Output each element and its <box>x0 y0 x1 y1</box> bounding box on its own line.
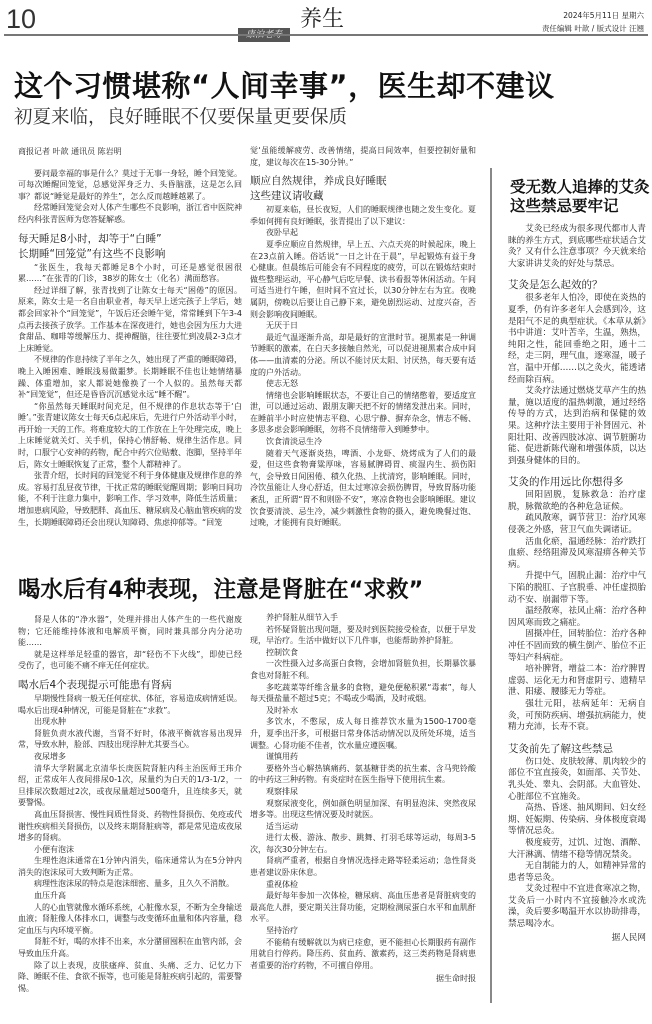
paragraph: 要格外当心解热镇痛药、氨基糖苷类的抗生素、含马兜铃酸的中药这三种药物。有炎症时在医生指导下使用抗生素。 <box>250 763 476 785</box>
subheading: 及时补水 <box>266 705 298 715</box>
subheading: 控制饮食 <box>266 647 298 657</box>
paragraph: 一次性摄入过多高蛋白食物，会增加肾脏负担，长期暴饮暴食也对肾脏不利。 <box>250 659 476 680</box>
paragraph: 艾灸已经成为很多现代都市人青睐的养生方式，到底哪些症状适合艾灸？又有什么注意事项？今天就来给大家讲讲艾灸的好处与禁忌。 <box>508 224 646 269</box>
sidebar-headline <box>510 178 650 216</box>
paragraph: 培补脾肾，增益二本：治疗脾胃虚弱、运化无力和肾虚阴亏、遗精早泄、阳痿、腰膝无力等症。 <box>508 664 646 698</box>
subheading: 适当运动 <box>266 821 298 831</box>
paragraph: 最近气温逐渐升高，却是最好的宣泄时节。褪黑素是一种调节睡眠的激素，在白天多接触自然光，可以促进褪黑素合成中间体——血清素的分泌。所以不能讨厌太阳、讨厌热，每天要有适度的户外活动。 <box>250 332 476 377</box>
paragraph: 就是这样举足轻重的器官，却“轻伤不下火线”，即使已经受伤了，也可能不痛不痒无任何症状。 <box>18 649 242 671</box>
sidebar-headline-line2: 这些禁忌要牢记 <box>510 197 619 215</box>
paragraph: 若怀疑肾脏出现问题，要及时到医院接受检查，以便于早发现，早治疗。生活中做好以下几件事，也能帮助养护肾脏。 <box>250 624 476 646</box>
sidebar-headline-line1: 受无数人追捧的艾灸 <box>510 178 650 196</box>
section-heading: 艾灸是怎么起效的？ <box>508 279 603 292</box>
subheading: 重视体检 <box>266 879 298 889</box>
editor-credits: 责任编辑 叶歆 / 版式设计 汪翘 <box>541 24 644 33</box>
section-title: 养生 <box>300 7 345 32</box>
paragraph: 早期慢性肾病一般无任何症状、体征，容易造成病情延误。喝水后出现4种情况，可能是肾脏在“求救”。 <box>18 693 242 715</box>
section-heading: 这些建议请收藏 <box>250 190 324 203</box>
paragraph: 清华大学附属北京清华长庚医院肾脏内科主治医师王玮介绍，正常成年人夜间排尿0-1次，尿量约为白天的1/3-1/2，一旦排尿次数超过2次，或夜尿量超过500毫升，且连续多天，就要警惕。 <box>18 763 242 808</box>
subheading: 夜尿增多 <box>34 751 66 761</box>
paragraph: 不能稍有缓解就以为病已痊愈，更不能担心长期服药有副作用就自行停药。降压药、贫血药、激素药，这三类药物是肾病患者重要的治疗药物，不可擅自停用。 <box>250 937 476 970</box>
paragraph: 初夏来临，昼长夜短，人们的睡眠规律也随之发生变化。夏季如何拥有良好睡眠，张青提出了以下建议： <box>250 205 476 226</box>
paragraph: 活血化瘀，温通经脉：治疗跌打血瘀、经络阻滞及风寒湿痹各种关节病。 <box>508 536 646 570</box>
subheading: 小便有泡沫 <box>34 844 74 854</box>
paragraph: 生理性泡沫通常在1分钟内消失，临床通常认为在5分钟内消失的泡沫尿可大致判断为正常。 <box>18 856 242 877</box>
article1-subheadline: 初夏来临，良好睡眠不仅要保量更要保质 <box>14 107 348 128</box>
subheading: 出现水肿 <box>34 717 66 727</box>
subheading: 使志无怒 <box>266 379 298 389</box>
paragraph: “张医生，我每天都睡足8个小时，可还是感觉很困很累……”在张青的门诊，38岁的陈女士（化名）满面愁容。 <box>18 262 242 284</box>
subheading: 观察排尿 <box>266 786 298 796</box>
article1-column-1 <box>18 146 242 528</box>
paragraph: 进行太极、游泳、散步、跳舞、打羽毛球等运动，每周3-5次，每次30分钟左右。 <box>250 833 476 854</box>
article1-headline: 这个习惯堪称“人间幸事”，医生却不建议 <box>14 69 555 103</box>
article1-byline: 商报记者 叶歆 通讯员 陈岩明 <box>18 147 122 156</box>
paragraph: 多吃蔬菜等纤维含量多的食物，避免便秘积累“毒素”，每人每天摄盐量不超过5克；不喝或少喝酒，及时戒烟。 <box>250 682 476 704</box>
paragraph: 艾灸疗法通过燃烧艾草产生的热量，施以适度的温热刺激，通过经络传导的方式，达到治病和保健的效果。这种疗法主要用于补肾固元、补阳壮阳、改善四肢冰凉、调节脏腑功能、促进新陈代谢和增强体质，以达到强身健体的目的。 <box>508 386 646 466</box>
article2-column-1 <box>18 614 242 994</box>
paragraph: 要问最幸福的事是什么？莫过于无事一身轻，睡个回笼觉。可每次睡醒回笼觉，总感觉浑身乏力、头昏脑涨，这是怎么回事？都说“睡觉是最好的养生”，怎么反而越睡越累了。 <box>18 168 242 201</box>
article1-column-2 <box>250 145 476 529</box>
paragraph: 肾是人体的“净水器”，处理并排出人体产生的一些代谢废物；它还能维持体液和电解质平衡，同时兼具部分内分泌功能…… <box>18 615 242 648</box>
paragraph: 很多老年人怕冷，即使在炎热的夏季，仍有许多老年人会感到冷，这是阳气不足的典型症状。《本草从新》书中讲道：艾叶苦辛，生温，熟热，纯阳之性，能回垂绝之阳，通十二经，走三阴，理气血，逐寒湿，暖子宫，温中开郁……以之灸火，能透诸经而除百病。 <box>508 293 646 385</box>
paragraph: 疏风散寒，调节营卫：治疗风寒侵袭之外感，营卫气血失调诸证。 <box>508 513 646 536</box>
paragraph: 伤口处、皮肤较薄、肌肉较少的部位不宜直接灸，如面部、关节处、乳头处、睾丸、会阴部。大血管处、心脏部位不宜施灸。 <box>508 756 646 802</box>
paragraph: “你虽然每天睡眠时间充足，但不规律的作息状态等于‘白睡’。”张青建议陈女士每天6点起床后，先进行户外活动半小时，再开始一天的工作。将难度较大的工作放在上午处理完成，晚上上床睡觉就关灯、关手机，保持心情舒畅、规律生活作息。同时，口服宁心安神的药物，配合中药穴位贴敷、泡脚，坚持半年后，陈女士睡眠恢复了正常，整个人都精神了。 <box>18 401 242 469</box>
paragraph: 情绪也会影响睡眠状态，不要让自己的情绪憋着，要适度宣泄，可以通过运动、跟朋友聊天把不好的情绪发泄出来。同时，在睡前半小时应使情志平稳、心思宁静、摒弃杂念，情志不畅、多思多虑会影响睡眠，勿将不良情绪带入到睡梦中。 <box>250 390 476 435</box>
masthead-divider <box>4 34 648 36</box>
paragraph: 肾脏负责水液代谢，当肾不好时，体液平衡就容易出现异常，导致水肿，脸部、四肢出现浮肿尤其要当心。 <box>18 728 242 750</box>
section-heading: 每天睡足8小时，却等于“白睡” <box>18 232 162 245</box>
section-heading: 长期睡“回笼觉”有这些不良影响 <box>18 247 166 260</box>
subheading: 血压升高 <box>34 891 66 901</box>
paragraph: 经常睡回笼觉会对人体产生哪些不良影响，浙江省中医院神经内科张青医师为您答疑解惑。 <box>18 203 242 224</box>
paragraph: 固摄冲任，回转胎位：治疗各种冲任不固而致的横生倒产、胎位不正等妇产科病症。 <box>508 629 646 663</box>
section-heading: 喝水后4个表现提示可能患有肾病 <box>18 678 172 691</box>
source-credit: 据人民网 <box>611 932 646 943</box>
sidebar-article-body <box>508 224 646 944</box>
section-heading: 艾灸前先了解这些禁忌 <box>508 742 613 755</box>
paragraph: 不规律的作息持续了半年之久，她出现了严重的睡眠障碍，晚上入睡困难、睡眠浅易做噩梦。长期睡眠不佳也让她情绪暴躁、体重增加，家人都说她像换了一个人似的。虽然每天都补“回笼觉”，但还是昏昏沉沉感觉永远“睡不醒”。 <box>18 355 242 400</box>
section-heading: 顺应自然规律，养成良好睡眠 <box>250 175 387 188</box>
section-heading: 艾灸的作用远比你想得多 <box>508 476 624 489</box>
paragraph: 极度疲劳，过饥、过饱、酒醉、大汗淋漓、情绪不稳等情况禁灸。 <box>508 837 646 860</box>
paragraph: 除了以上表现，皮肤瘙痒、贫血、头痛、乏力、记忆力下降、睡眠不佳、食欲不振等，也可能是肾脏疾病引起的，需要警惕。 <box>18 960 242 993</box>
paragraph: 觉‘虽能缓解疲劳、改善情绪，提高日间效率，但要控制好量和度，建议每次在15-30分钟。” <box>250 146 476 167</box>
paragraph: 强壮元阳，祛病延年：无病自灸，可预防疾病、增强抗病能力，使精力充沛，长寿不衰。 <box>508 698 646 733</box>
paragraph: 病理性泡沫尿的特点是泡沫细密、量多，且久久不消散。 <box>34 879 234 889</box>
subheading: 谨慎用药 <box>266 752 298 762</box>
paragraph: 观察尿液变化，例如颜色明显加深、有明显泡沫、突然夜尿增多等。出现这些情况要及时就医。 <box>250 798 476 820</box>
source-credit: 据生命时报 <box>436 974 476 984</box>
paragraph: 艾灸过程中不宜进食寒凉之物，艾灸后一小时内不宜接触冷水或洗澡，灸后要多喝温开水以协助排毒，禁忌喝冷水。 <box>508 884 646 930</box>
paragraph: 多饮水，不憋尿，成人每日推荐饮水量为1500-1700毫升，夏季出汗多，可根据日常身体活动情况以及所处环境，适当调整。心肾功能不佳者，饮水量应遵医嘱。 <box>250 717 476 750</box>
column-divider <box>490 168 492 1003</box>
paragraph: 回阳固脱，复脉救急：治疗虚脱，脉微欲绝的各种危急证候。 <box>508 490 646 512</box>
paragraph: 张青介绍，长时间的回笼觉不利于身体健康及规律作息的养成。容易打乱昼夜节律，干扰正常的睡眠觉醒周期；影响日间功能，不利于注意力集中，影响工作、学习效率，降低生活质量；增加患病风险，导致肥胖、高血压、糖尿病及心脑血管疾病的发生，长期睡眠障碍还会出现认知障碍、焦虑抑郁等。“回笼 <box>18 471 242 527</box>
page-number: 10 <box>6 4 37 34</box>
issue-date: 2024年5月11日 星期六 <box>563 11 644 20</box>
paragraph: 人的心血管就像水循环系统，心脏像水泵，不断为全身输送血液；肾脏像人体排水口，调整与改变循环血量和体内容量，稳定血压与内环境平衡。 <box>18 902 242 935</box>
paragraph: 高血压肾损害、慢性间质性肾炎、药物性肾损伤、免疫或代谢性疾病相关肾损伤，以及终末期肾脏病等，都是常见造成夜尿增多的肾病。 <box>18 809 242 843</box>
paragraph: 肾病严重者，根据自身情况选择走路等轻柔运动；急性肾炎患者建议卧床休息。 <box>250 856 476 878</box>
paragraph: 最好每年参加一次体检，糖尿病、高血压患者是肾脏病变的最高危人群，要定期关注肾功能，定期检测尿蛋白水平和血肌酐水平。 <box>250 891 476 924</box>
paragraph: 肾脏不好，喝的水排不出来，水分潴留囤积在血管内部，会导致血压升高。 <box>18 937 242 959</box>
paragraph: 夏季应顺应自然规律，早上五、六点天亮的时候起床，晚上在23点前入睡。俗话说“一日之计在于晨”，早起锻炼有益于身心健康。但晨练后可能会有不同程度的疲劳，可以在锻炼结束时做些整理运动，平心静气后吃早餐、读书看报等休闲活动。午间可适当进行午睡，但时间不宜过长，以30分钟左右为宜。夜晚属阴，傍晚以后要让自己静下来，避免剧烈运动、过度兴奋，否则会影响夜间睡眠。 <box>250 239 476 319</box>
subheading: 夜卧早起 <box>266 228 298 238</box>
paragraph: 升提中气，固脱止漏：治疗中气下陷的脱肛、子宫脱垂、冲任虚损胎动不安、崩漏带下等。 <box>508 571 646 605</box>
subheading: 无厌于日 <box>266 321 298 331</box>
article2-headline: 喝水后有4种表现，注意是肾脏在“求救” <box>18 577 424 603</box>
article2-column-2 <box>250 612 476 985</box>
paragraph: 经过详细了解，张青找到了让陈女士每天“困倦”的原因。原来，陈女士是一名自由职业者，每天早上送完孩子上学后，她都会回家补个“回笼觉”，午饭后还会睡午觉，常常睡到下午3-4点再去接孩子放学。工作基本在深夜进行，她也会因为压力大进食甜品、咖啡等缓解压力、提神醒脑，往往要忙到凌晨2-3点才上床睡觉。 <box>18 285 242 353</box>
paragraph: 无自制能力的人，如精神异常的患者等忌灸。 <box>508 861 646 883</box>
paragraph: 高热、昏迷、抽风期间、妇女经期、妊娠期、传染病、身体极度衰竭等情况忌灸。 <box>508 803 646 837</box>
paragraph: 随着天气逐渐炎热，啤酒、小龙虾、烧烤成为了人们的最爱，但这些食物膏粱厚味，容易腻脾碍胃、痰湿内生、损伤阳气，会导致日间困倦、積久化热、上扰清窍，影响睡眠。同时，冷饮虽能让人身心舒适，但太过寒凉会损伤脾胃，导致胃肠功能紊乱，正所谓“胃不和则卧不安”，寒凉食物也会影响睡眠。建议饮食要清淡、忌生冷，减少刺激性食物的摄入，避免晚餐过饱、过晚，才能拥有良好睡眠。 <box>250 448 476 528</box>
subheading: 坚持治疗 <box>266 926 298 936</box>
subheading: 养护肾脏从细节入手 <box>266 613 338 622</box>
subheading: 饮食清淡忌生冷 <box>266 437 322 447</box>
paragraph: 温经散寒，祛风止痛：治疗各种因风寒而致之痛症。 <box>508 606 646 628</box>
